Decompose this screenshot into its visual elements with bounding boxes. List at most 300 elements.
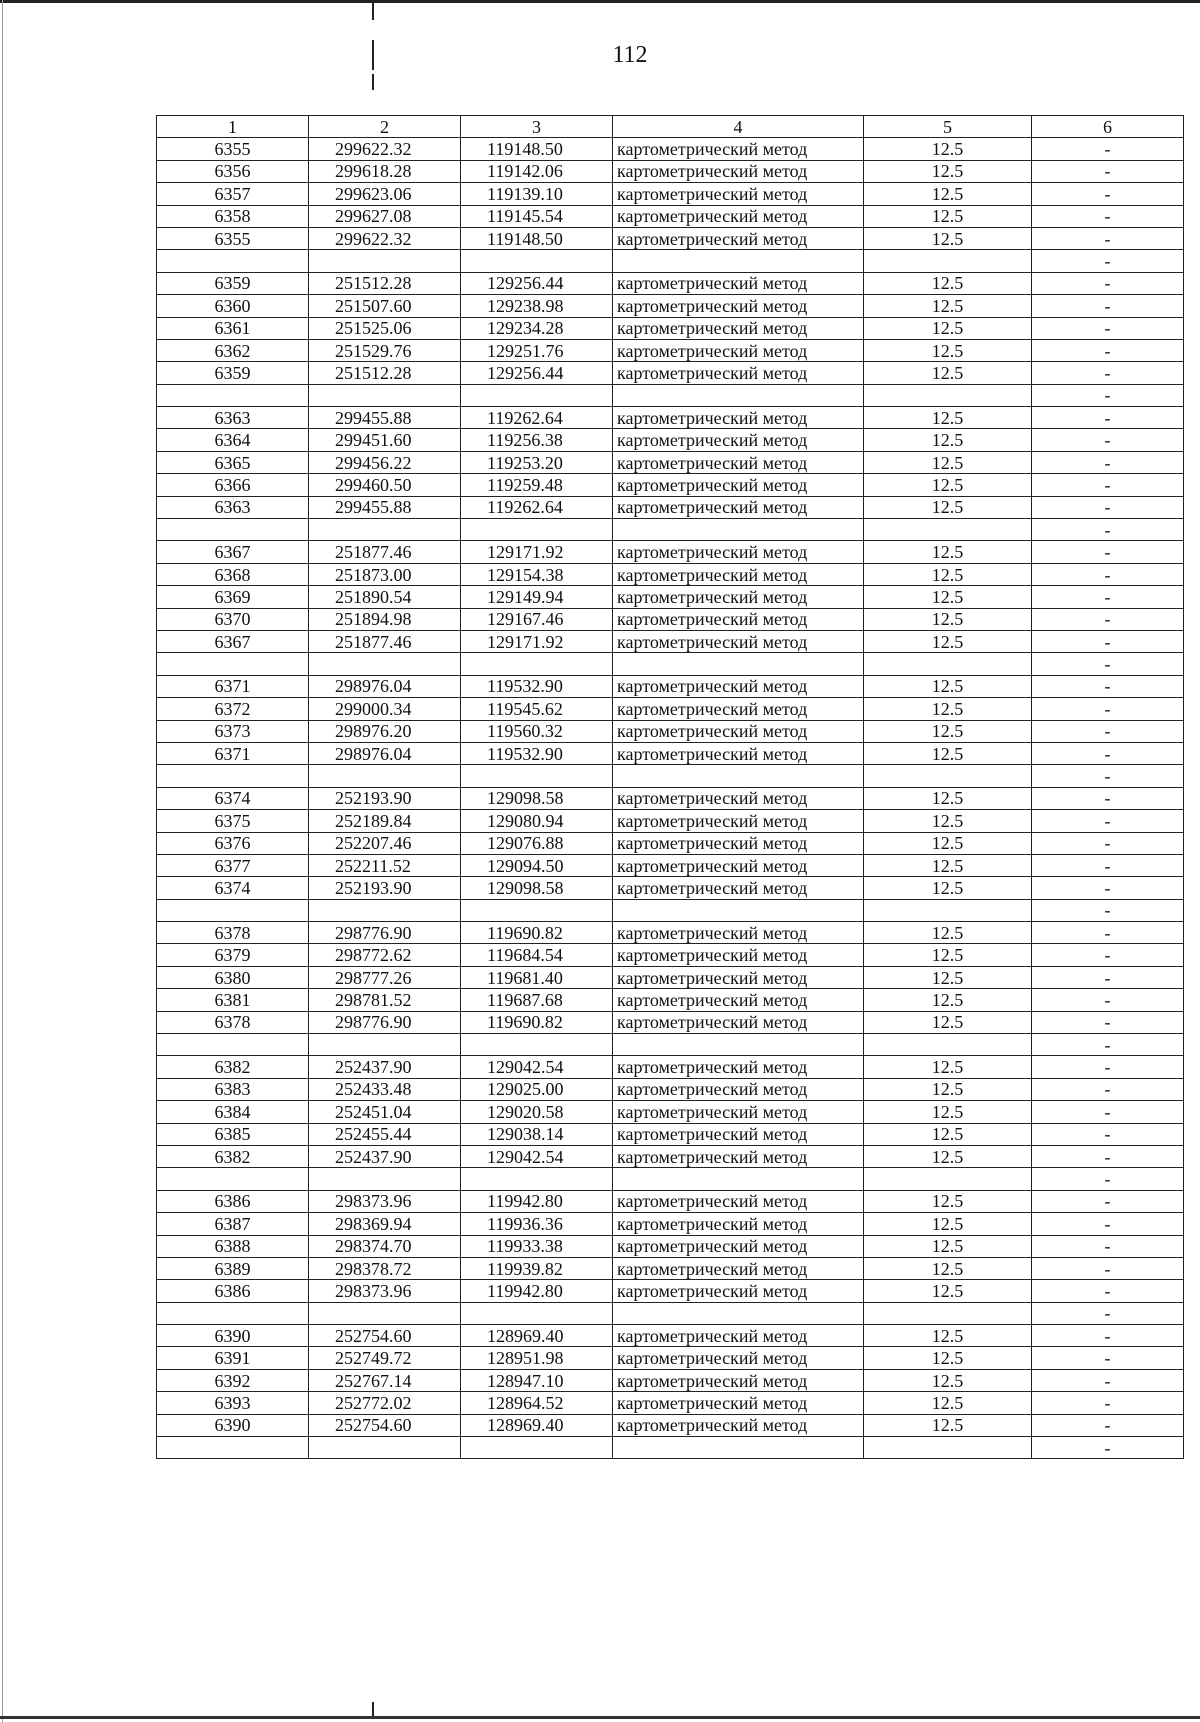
method-cell: картометрический метод (613, 630, 864, 652)
x-coordinate-cell: 299627.08 (309, 205, 461, 227)
binding-mark (372, 40, 374, 70)
x-coordinate-cell (309, 1302, 461, 1324)
note-cell: - (1032, 451, 1184, 473)
table-row (157, 720, 1184, 742)
accuracy-cell: 12.5 (864, 1213, 1032, 1235)
note-cell: - (1032, 1437, 1184, 1459)
note-cell: - (1032, 966, 1184, 988)
accuracy-cell: 12.5 (864, 586, 1032, 608)
y-coordinate-cell: 129042.54 (461, 1145, 613, 1167)
method-cell: картометрический метод (613, 474, 864, 496)
accuracy-cell (864, 1437, 1032, 1459)
note-cell: - (1032, 608, 1184, 630)
table-row (157, 944, 1184, 966)
y-coordinate-cell: 119545.62 (461, 698, 613, 720)
x-coordinate-cell: 251529.76 (309, 339, 461, 361)
accuracy-cell (864, 1034, 1032, 1056)
x-coordinate-cell: 251512.28 (309, 272, 461, 294)
point-number-cell: 6382 (157, 1145, 309, 1167)
method-cell: картометрический метод (613, 362, 864, 384)
note-cell: - (1032, 989, 1184, 1011)
table-row (157, 519, 1184, 541)
x-coordinate-cell (309, 519, 461, 541)
method-cell: картометрический метод (613, 608, 864, 630)
y-coordinate-cell: 129076.88 (461, 832, 613, 854)
x-coordinate-cell: 251890.54 (309, 586, 461, 608)
note-cell: - (1032, 295, 1184, 317)
x-coordinate-cell: 299622.32 (309, 227, 461, 249)
x-coordinate-cell: 299000.34 (309, 698, 461, 720)
accuracy-cell: 12.5 (864, 227, 1032, 249)
table-row (157, 272, 1184, 294)
method-cell: картометрический метод (613, 295, 864, 317)
method-cell: картометрический метод (613, 1347, 864, 1369)
method-cell: картометрический метод (613, 1325, 864, 1347)
accuracy-cell: 12.5 (864, 160, 1032, 182)
y-coordinate-cell (461, 899, 613, 921)
note-cell: - (1032, 675, 1184, 697)
y-coordinate-cell: 129020.58 (461, 1101, 613, 1123)
y-coordinate-cell: 119684.54 (461, 944, 613, 966)
table-row (157, 966, 1184, 988)
x-coordinate-cell: 252455.44 (309, 1123, 461, 1145)
table-row (157, 1347, 1184, 1369)
accuracy-cell: 12.5 (864, 1257, 1032, 1279)
y-coordinate-cell: 129167.46 (461, 608, 613, 630)
table-row (157, 1123, 1184, 1145)
accuracy-cell: 12.5 (864, 429, 1032, 451)
x-coordinate-cell: 252193.90 (309, 877, 461, 899)
x-coordinate-cell: 252767.14 (309, 1369, 461, 1391)
table-row (157, 160, 1184, 182)
accuracy-cell: 12.5 (864, 810, 1032, 832)
table-row (157, 339, 1184, 361)
method-cell: картометрический метод (613, 742, 864, 764)
point-number-cell: 6377 (157, 854, 309, 876)
y-coordinate-cell: 129098.58 (461, 787, 613, 809)
x-coordinate-cell: 298976.04 (309, 742, 461, 764)
x-coordinate-cell: 298777.26 (309, 966, 461, 988)
method-cell (613, 384, 864, 406)
x-coordinate-cell: 298378.72 (309, 1257, 461, 1279)
note-cell: - (1032, 160, 1184, 182)
point-number-cell: 6366 (157, 474, 309, 496)
note-cell: - (1032, 854, 1184, 876)
table-row (157, 832, 1184, 854)
method-cell: картометрический метод (613, 1235, 864, 1257)
y-coordinate-cell: 119681.40 (461, 966, 613, 988)
method-cell: картометрический метод (613, 989, 864, 1011)
accuracy-cell: 12.5 (864, 787, 1032, 809)
note-cell: - (1032, 1302, 1184, 1324)
y-coordinate-cell: 129042.54 (461, 1056, 613, 1078)
note-cell: - (1032, 765, 1184, 787)
method-cell: картометрический метод (613, 183, 864, 205)
table-row (157, 496, 1184, 518)
method-cell: картометрический метод (613, 317, 864, 339)
table-row (157, 630, 1184, 652)
y-coordinate-cell: 119939.82 (461, 1257, 613, 1279)
point-number-cell: 6378 (157, 1011, 309, 1033)
y-coordinate-cell (461, 384, 613, 406)
y-coordinate-cell (461, 1437, 613, 1459)
table-row (157, 205, 1184, 227)
x-coordinate-cell: 251877.46 (309, 541, 461, 563)
table-row (157, 586, 1184, 608)
accuracy-cell: 12.5 (864, 317, 1032, 339)
table-row (157, 429, 1184, 451)
method-cell: картометрический метод (613, 496, 864, 518)
x-coordinate-cell: 299618.28 (309, 160, 461, 182)
note-cell: - (1032, 698, 1184, 720)
method-cell: картометрический метод (613, 1078, 864, 1100)
method-cell: картометрический метод (613, 429, 864, 451)
table-row (157, 227, 1184, 249)
y-coordinate-cell (461, 1302, 613, 1324)
table-row (157, 1369, 1184, 1391)
point-number-cell: 6369 (157, 586, 309, 608)
x-coordinate-cell (309, 384, 461, 406)
x-coordinate-cell: 251507.60 (309, 295, 461, 317)
accuracy-cell: 12.5 (864, 966, 1032, 988)
point-number-cell: 6367 (157, 541, 309, 563)
x-coordinate-cell (309, 250, 461, 272)
accuracy-cell: 12.5 (864, 608, 1032, 630)
accuracy-cell: 12.5 (864, 272, 1032, 294)
point-number-cell: 6390 (157, 1414, 309, 1436)
note-cell: - (1032, 272, 1184, 294)
x-coordinate-cell (309, 1168, 461, 1190)
binding-mark-top (372, 0, 374, 20)
coordinates-table (156, 115, 1184, 1459)
point-number-cell: 6355 (157, 138, 309, 160)
table-row (157, 1078, 1184, 1100)
y-coordinate-cell: 129038.14 (461, 1123, 613, 1145)
method-cell: картометрический метод (613, 1190, 864, 1212)
method-cell (613, 765, 864, 787)
table-row (157, 1034, 1184, 1056)
y-coordinate-cell: 129098.58 (461, 877, 613, 899)
note-cell: - (1032, 1145, 1184, 1167)
table-row (157, 1257, 1184, 1279)
x-coordinate-cell: 299451.60 (309, 429, 461, 451)
table-row (157, 138, 1184, 160)
method-cell (613, 653, 864, 675)
table-row (157, 765, 1184, 787)
table-row (157, 563, 1184, 585)
y-coordinate-cell: 129251.76 (461, 339, 613, 361)
y-coordinate-cell (461, 250, 613, 272)
note-cell: - (1032, 407, 1184, 429)
point-number-cell: 6386 (157, 1280, 309, 1302)
table-row (157, 854, 1184, 876)
note-cell: - (1032, 474, 1184, 496)
x-coordinate-cell: 298781.52 (309, 989, 461, 1011)
x-coordinate-cell: 252207.46 (309, 832, 461, 854)
scan-bottom-border (0, 1716, 1200, 1719)
accuracy-cell: 12.5 (864, 407, 1032, 429)
point-number-cell: 6363 (157, 407, 309, 429)
table-row (157, 1168, 1184, 1190)
y-coordinate-cell (461, 765, 613, 787)
accuracy-cell: 12.5 (864, 362, 1032, 384)
table-row (157, 877, 1184, 899)
method-cell: картометрический метод (613, 451, 864, 473)
point-number-cell: 6389 (157, 1257, 309, 1279)
x-coordinate-cell: 298772.62 (309, 944, 461, 966)
accuracy-cell: 12.5 (864, 675, 1032, 697)
note-cell: - (1032, 1056, 1184, 1078)
method-cell: картометрический метод (613, 1101, 864, 1123)
table-row (157, 183, 1184, 205)
column-header: 3 (461, 116, 613, 138)
table-row (157, 541, 1184, 563)
note-cell: - (1032, 384, 1184, 406)
header-row (157, 116, 1184, 138)
column-header: 6 (1032, 116, 1184, 138)
table-row (157, 742, 1184, 764)
point-number-cell: 6393 (157, 1392, 309, 1414)
method-cell: картометрический метод (613, 138, 864, 160)
y-coordinate-cell: 129094.50 (461, 854, 613, 876)
accuracy-cell: 12.5 (864, 698, 1032, 720)
table-row (157, 608, 1184, 630)
point-number-cell (157, 899, 309, 921)
page-number: 112 (612, 42, 648, 68)
x-coordinate-cell: 298374.70 (309, 1235, 461, 1257)
y-coordinate-cell: 129025.00 (461, 1078, 613, 1100)
y-coordinate-cell: 128951.98 (461, 1347, 613, 1369)
table-row (157, 407, 1184, 429)
table-row (157, 250, 1184, 272)
note-cell: - (1032, 1034, 1184, 1056)
table-header (157, 116, 1184, 138)
point-number-cell: 6359 (157, 362, 309, 384)
note-cell: - (1032, 205, 1184, 227)
point-number-cell: 6373 (157, 720, 309, 742)
point-number-cell: 6368 (157, 563, 309, 585)
note-cell: - (1032, 1325, 1184, 1347)
point-number-cell: 6379 (157, 944, 309, 966)
note-cell: - (1032, 496, 1184, 518)
y-coordinate-cell: 119942.80 (461, 1190, 613, 1212)
y-coordinate-cell: 119148.50 (461, 227, 613, 249)
point-number-cell (157, 1034, 309, 1056)
note-cell: - (1032, 877, 1184, 899)
method-cell: картометрический метод (613, 832, 864, 854)
method-cell: картометрический метод (613, 1257, 864, 1279)
y-coordinate-cell: 119262.64 (461, 407, 613, 429)
note-cell: - (1032, 1280, 1184, 1302)
accuracy-cell: 12.5 (864, 563, 1032, 585)
point-number-cell (157, 653, 309, 675)
y-coordinate-cell: 119690.82 (461, 922, 613, 944)
point-number-cell: 6383 (157, 1078, 309, 1100)
table-row (157, 451, 1184, 473)
accuracy-cell: 12.5 (864, 922, 1032, 944)
note-cell: - (1032, 586, 1184, 608)
y-coordinate-cell: 119936.36 (461, 1213, 613, 1235)
y-coordinate-cell: 119145.54 (461, 205, 613, 227)
method-cell: картометрический метод (613, 407, 864, 429)
table-row (157, 1235, 1184, 1257)
x-coordinate-cell: 252193.90 (309, 787, 461, 809)
accuracy-cell: 12.5 (864, 854, 1032, 876)
point-number-cell: 6355 (157, 227, 309, 249)
table-row (157, 1190, 1184, 1212)
y-coordinate-cell (461, 1168, 613, 1190)
x-coordinate-cell: 252211.52 (309, 854, 461, 876)
point-number-cell: 6357 (157, 183, 309, 205)
y-coordinate-cell: 128969.40 (461, 1325, 613, 1347)
accuracy-cell: 12.5 (864, 1369, 1032, 1391)
y-coordinate-cell: 129256.44 (461, 272, 613, 294)
x-coordinate-cell: 299623.06 (309, 183, 461, 205)
accuracy-cell: 12.5 (864, 720, 1032, 742)
accuracy-cell (864, 1168, 1032, 1190)
note-cell: - (1032, 832, 1184, 854)
accuracy-cell: 12.5 (864, 541, 1032, 563)
y-coordinate-cell: 119253.20 (461, 451, 613, 473)
accuracy-cell: 12.5 (864, 742, 1032, 764)
y-coordinate-cell: 129234.28 (461, 317, 613, 339)
note-cell: - (1032, 630, 1184, 652)
method-cell (613, 1168, 864, 1190)
y-coordinate-cell: 119942.80 (461, 1280, 613, 1302)
x-coordinate-cell: 251873.00 (309, 563, 461, 585)
note-cell: - (1032, 944, 1184, 966)
accuracy-cell: 12.5 (864, 832, 1032, 854)
y-coordinate-cell: 119262.64 (461, 496, 613, 518)
table-body (157, 138, 1184, 1459)
point-number-cell: 6370 (157, 608, 309, 630)
accuracy-cell: 12.5 (864, 1056, 1032, 1078)
method-cell (613, 899, 864, 921)
method-cell: картометрический метод (613, 205, 864, 227)
x-coordinate-cell (309, 1437, 461, 1459)
x-coordinate-cell: 252451.04 (309, 1101, 461, 1123)
table-row (157, 1392, 1184, 1414)
table-row (157, 1056, 1184, 1078)
note-cell: - (1032, 429, 1184, 451)
method-cell (613, 1034, 864, 1056)
point-number-cell (157, 384, 309, 406)
note-cell: - (1032, 227, 1184, 249)
method-cell: картометрический метод (613, 1011, 864, 1033)
table-row (157, 698, 1184, 720)
accuracy-cell: 12.5 (864, 1101, 1032, 1123)
table-row (157, 1145, 1184, 1167)
x-coordinate-cell: 252433.48 (309, 1078, 461, 1100)
note-cell: - (1032, 541, 1184, 563)
x-coordinate-cell: 251525.06 (309, 317, 461, 339)
table-row (157, 922, 1184, 944)
y-coordinate-cell: 119139.10 (461, 183, 613, 205)
method-cell: картометрический метод (613, 1392, 864, 1414)
x-coordinate-cell: 299455.88 (309, 496, 461, 518)
point-number-cell (157, 765, 309, 787)
note-cell: - (1032, 317, 1184, 339)
y-coordinate-cell: 119532.90 (461, 675, 613, 697)
accuracy-cell: 12.5 (864, 1078, 1032, 1100)
accuracy-cell (864, 653, 1032, 675)
accuracy-cell: 12.5 (864, 1011, 1032, 1033)
y-coordinate-cell: 129238.98 (461, 295, 613, 317)
point-number-cell: 6363 (157, 496, 309, 518)
table-row (157, 295, 1184, 317)
point-number-cell: 6384 (157, 1101, 309, 1123)
point-number-cell: 6387 (157, 1213, 309, 1235)
x-coordinate-cell: 298373.96 (309, 1190, 461, 1212)
binding-mark (372, 74, 374, 90)
accuracy-cell: 12.5 (864, 630, 1032, 652)
point-number-cell: 6361 (157, 317, 309, 339)
table-row (157, 653, 1184, 675)
point-number-cell: 6359 (157, 272, 309, 294)
point-number-cell: 6388 (157, 1235, 309, 1257)
method-cell: картометрический метод (613, 698, 864, 720)
y-coordinate-cell: 119142.06 (461, 160, 613, 182)
x-coordinate-cell: 252749.72 (309, 1347, 461, 1369)
point-number-cell: 6392 (157, 1369, 309, 1391)
point-number-cell: 6391 (157, 1347, 309, 1369)
y-coordinate-cell: 129256.44 (461, 362, 613, 384)
table-row (157, 810, 1184, 832)
table-row (157, 1213, 1184, 1235)
point-number-cell: 6362 (157, 339, 309, 361)
y-coordinate-cell: 119690.82 (461, 1011, 613, 1033)
x-coordinate-cell: 299622.32 (309, 138, 461, 160)
method-cell (613, 250, 864, 272)
note-cell: - (1032, 1414, 1184, 1436)
point-number-cell: 6380 (157, 966, 309, 988)
y-coordinate-cell: 119560.32 (461, 720, 613, 742)
point-number-cell: 6381 (157, 989, 309, 1011)
x-coordinate-cell: 252754.60 (309, 1325, 461, 1347)
note-cell: - (1032, 250, 1184, 272)
table-row (157, 384, 1184, 406)
table-row (157, 675, 1184, 697)
y-coordinate-cell (461, 653, 613, 675)
accuracy-cell (864, 1302, 1032, 1324)
table-row (157, 1011, 1184, 1033)
accuracy-cell: 12.5 (864, 183, 1032, 205)
method-cell: картометрический метод (613, 1414, 864, 1436)
point-number-cell: 6386 (157, 1190, 309, 1212)
x-coordinate-cell (309, 765, 461, 787)
table-row (157, 1325, 1184, 1347)
point-number-cell: 6371 (157, 742, 309, 764)
y-coordinate-cell: 129154.38 (461, 563, 613, 585)
point-number-cell (157, 1168, 309, 1190)
x-coordinate-cell (309, 899, 461, 921)
method-cell: картометрический метод (613, 1369, 864, 1391)
x-coordinate-cell: 298976.04 (309, 675, 461, 697)
scan-left-edge (2, 0, 3, 1722)
accuracy-cell: 12.5 (864, 295, 1032, 317)
point-number-cell: 6374 (157, 877, 309, 899)
x-coordinate-cell: 251512.28 (309, 362, 461, 384)
note-cell: - (1032, 563, 1184, 585)
point-number-cell: 6364 (157, 429, 309, 451)
point-number-cell: 6367 (157, 630, 309, 652)
y-coordinate-cell: 129149.94 (461, 586, 613, 608)
y-coordinate-cell (461, 1034, 613, 1056)
point-number-cell: 6356 (157, 160, 309, 182)
table-row (157, 989, 1184, 1011)
note-cell: - (1032, 1101, 1184, 1123)
y-coordinate-cell: 119933.38 (461, 1235, 613, 1257)
